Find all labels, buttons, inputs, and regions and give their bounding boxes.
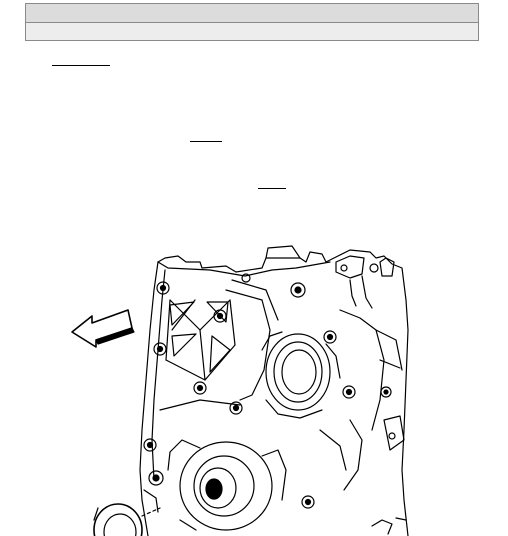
- header-title: [26, 4, 478, 23]
- crankshaft-seal-area: [144, 440, 286, 530]
- front-oil-seal: [94, 504, 142, 536]
- direction-arrow-icon: [72, 310, 134, 347]
- balancer-replacement-link[interactable]: [258, 188, 286, 189]
- cooling-system-link[interactable]: [52, 65, 110, 66]
- header-subtitle: [26, 23, 478, 40]
- special-tools-link[interactable]: [190, 141, 222, 142]
- water-pump-opening: [262, 332, 340, 418]
- engine-front-cover-illustration: [0, 228, 508, 536]
- document-header: [25, 3, 479, 41]
